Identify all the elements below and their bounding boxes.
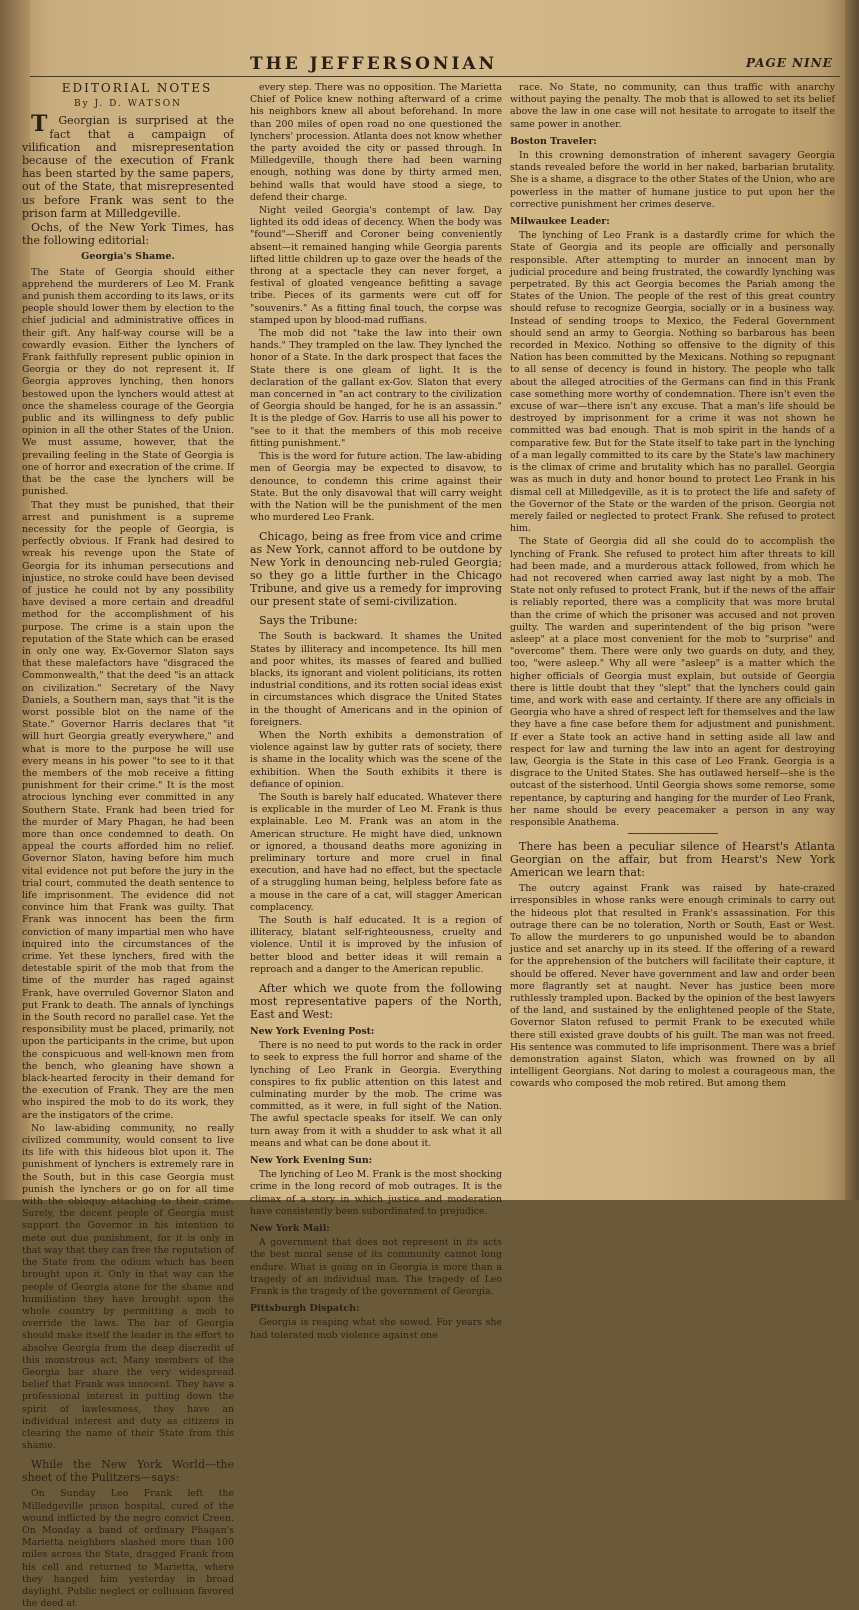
source-heading: New York Evening Post: (250, 1026, 375, 1037)
paragraph: That they must be punished, that their arrest and punishment is a supreme necessity for the people of Georgia, is perfectly obvious. If Frank had desired to wreak his revenge upon the State of Georgia for its inhuman persecutions and injustice, no stroke could have been devised of justice he could not by any possibility have devised a more certain and dreadful method for the accomplishment of his purpose. The crime is a stain upon the reputation of the State which can be erased in only one way. Ex-Governor Slaton says that these malefactors have "disgraced the Commonwealth," that the deed "is an attack on civilization." Secretary of the Navy Daniels, a Southern man, says that "it is the worst possible blot on the name of the State." Governor Harris declares that "it will hurt Georgia greatly everywhere," and what is more to the purpose he will use every means in his power "to see to it that the members of the mob receive a fitting punishment for their crime." It is the most atrocious lynching ever committed in any Southern State. Frank had been tried for the murder of Mary Phagan, he had been more than once condemned to death. On appeal the courts afforded him no relief. Governor Slaton, having before him much vital evidence not put before the jury in the trial court, commuted the death sentence to life imprisonment. The evidence did not convince him that Frank was guilty. That Frank was innocent has been the firm conviction of many impartial men who have inquired into the circumstances of the crime. Yet these lynchers, fired with the detestable spirit of the mob that from the time of the murder has raged against Frank, have overruled Governor Slaton and put Frank to death. The annals of lynchings in the South record no parallel case. Yet the responsibility must be placed, primarily, not upon the participants in the crime, but upon the conspicuous and well-known men from the bench, who gleaning have shown a black-hearted ferocity in their demand for the execution of Frank. They are the men who inspired the mob to do its work, they are the instigators of the crime. (22, 499, 234, 1121)
paragraph: The South is barely half educated. Whatever there is explicable in the murder of Leo M. Frank is thus explainable. Leo M. Frank was an atom in the American structure. He might have died, unknown or ignored, a thousand deaths more agonizing in preliminary torture and more cruel in final execution, and have had no effect, but the spectacle of a struggling human being, helpless before fate as a mouse in the care of a cat, will stagger American complacency. (250, 791, 502, 913)
paragraph: The outcry against Frank was raised by hate-crazed irresponsibles in whose ranks were enough criminals to carry out the hideous plot that resulted in Frank's assassination. For this outrage there can be no toleration, North or South, East or West. To allow the murderers to go unpunished would be to abandon justice and set anarchy up in its steed. If the offering of a reward for the apprehension of the butchers will facilitate their capture, it should be offered. Never have government and law and order been more flagrantly set at naught. Never has justice been more ruthlessly trampled upon. Backed by the opinion of the best lawyers of the land, and sustained by the enlightened people of the State, Governor Slaton refused to permit Frank to be executed while there still existed grave doubts of his guilt. The man was not freed. His sentence was commuted to life imprisonment. There was a brief demonstration against Slaton, which was frowned on by all intelligent Georgians. Not daring to molest a courageous man, the cowards who composed the mob retired. But among them (510, 883, 835, 1090)
paragraph: Night veiled Georgia's contempt of law. Day lighted its odd ideas of decency. When the body was "found"—Sheriff and Coroner being conveniently absent—it remained hanging while Georgia parents lifted little children up to gaze over the heads of the throng at a spectacle they can never forget, a festival of gloated vengeance befitting a savage tribe. Pieces of its garments were cut off for "souvenirs." As a fitting final touch, the corpse was stamped upon by blood-mad ruffians. (250, 205, 502, 326)
header-rule (30, 76, 840, 77)
paragraph: The mob did not "take the law into their own hands." They trampled on the law. They lynched the honor of a State. In the dark prospect that faces the State there is one gleam of light. It is the declaration of the gallant ex-Gov. Slaton that every man concerned in "an act contrary to the civilization of Georgia should be hanged, for he is an assassin." It is the pledge of Gov. Harris to use all his power to "see to it that the members of this mob receive fitting punishment." (250, 328, 502, 449)
paragraph: The lynching of Leo M. Frank is the most shocking crime in the long record of mob outrages. It is the climax of a story in which justice and moderation have consistently been subordinated to prejudice. (250, 1169, 502, 1217)
column-3 (510, 82, 835, 1182)
paragraph: In this crowning demonstration of inherent savagery Georgia stands revealed before the world in her naked, barbarian brutality. She is a shame, a disgrace to the other States of the Union, who are powerless in the matter of humane justice to put upon her the corrective punishment her crimes deserve. (510, 150, 835, 210)
paragraph: Ochs, of the New York Times, has the following editorial: (22, 221, 234, 248)
source-heading: Milwaukee Leader: (510, 216, 610, 228)
divider (628, 833, 718, 834)
paragraph: On Sunday Leo Frank left the Milledgeville prison hospital, cured of the wound inflicted by the negro convict Creen. On Monday a band of ordinary Phagan's Marietta neighbors slashed more than 100 miles across the State, dragged Frank from his cell and returned to Marietta, where they hanged him yesterday in broad daylight. Public neglect or collusion favored the deed at (22, 1488, 234, 1610)
paragraph: After which we quote from the following most representative papers of the North, East and West: (250, 982, 502, 1021)
paragraph: This is the word for future action. The law-abiding men of Georgia may be expected to disavow, to denounce, to condemn this crime against their State. But the only disavowal that will carry weight with the Nation will be the punishment of the men who murdered Leo Frank. (250, 451, 502, 524)
paragraph: Chicago, being as free from vice and crime as New York, cannot afford to be outdone by New York in denouncing neb-ruled Georgia; so they go a little further in the Chicago Tribune, and give us a remedy for improving our present state of semi-civilization. (250, 530, 502, 609)
paragraph: race. No State, no community, can thus traffic with anarchy without paying the penalty. The mob that is allowed to set its belief above the law in one case will not hesitate to arrogate to itself the same power in another. (510, 82, 835, 130)
source-heading: New York Evening Sun: (250, 1155, 373, 1167)
paragraph: Georgia is reaping what she sowed. For years she had tolerated mob violence against one (250, 1317, 502, 1341)
paragraph: Says the Tribune: (259, 614, 358, 628)
binding-edge (845, 0, 859, 1200)
source-heading: Boston Traveler: (510, 135, 597, 147)
paragraph: The State of Georgia did all she could do to accomplish the lynching of Frank. She refused to protect him after threats to kill had been made, and a murderous attack followed, from which he had not recovered when carried away last night by a mob. The State not only refused to protect Frank, but if the news of the affair is reliably reported, there was a complicity that was more brutal than the crime of which the prisoner was accused and not proven guilty. The warden and superintendent of the big prison "were asleep" at a place most convenient for the mob to "surprise" and "overcome" them. There were only two guards on duty, and they, too, "were asleep." Why all were "asleep" is a matter which the higher officials of Georgia must explain, but outside of Georgia there is little doubt that they "slept" that the lynchers could gain time, and work with ease and certainty. If there are any officials in Georgia who have a shred of respect left for themselves and the law they have a fine case before them for adjustment and punishment. If ever a State took an active hand in setting aside all law and respect for law and turning the law into an agent for destroying law, Georgia is the State in this case of Leo Frank. Georgia is a disgrace to the United States. She has outlawed herself—she is the outcast of the sisterhood. Until Georgia shows some remorse, some repentance, by capturing and hanging for the murder of Leo Frank, her name should be every peacemaker a person in any way responsible Anathema. (510, 536, 835, 828)
paragraph: The State of Georgia should either apprehend the murderers of Leo M. Frank and punish them according to its laws, or its people should lower them by election to the chief judicial and administrative offices in their gift. Any half-way course will be a cowardly evasion. Either the lynchers of Frank faithfully represent public opinion in Georgia or they do not represent it. If Georgia approves lynching, then honors bestowed upon the lynchers would attest at once the shameless courage of the Georgia public and its willingness to defy public opinion in all the other States of the Union. We must assume, however, that the prevailing feeling in the State of Georgia is one of horror and execration of the crime. If that be the case the lynchers will be punished. (22, 266, 234, 498)
masthead (0, 48, 845, 78)
paragraph: No law-abiding community, no really civilized community, would consent to live its life with this hideous blot upon it. The punishment of lynchers is extremely rare in the South, but in this case Georgia must punish the lynchers or go on for all time with the obloquy attaching to their crime. Surely, the decent people of Georgia must support the Governor in his intention to mete out due punishment, for it is only in that way that they can free the reputation of the State from the odium which has been brought upon it. Only in that way can the people of Georgia atone for the shame and humiliation they have brought upon the whole country by permitting a mob to override the laws. The bar of Georgia should make itself the leader in the effort to absolve Georgia from the deep discredit of this monstrous act. Many members of the Georgia bar share the very widespread belief that Frank was innocent. They have a professional interest in putting down the spirit of lawlessness, they have an individual interest and duty as citizens in clearing the name of their State from this shame. (22, 1122, 234, 1452)
source-heading: Pittsburgh Dispatch: (250, 1303, 360, 1315)
paragraph: The South is half educated. It is a region of illiteracy, blatant self-righteousness, cruelty and violence. Until it is improved by the infusion of better blood and better ideas it will remain a reproach and a danger to the American republic. (250, 914, 502, 975)
byline: By J. D. WATSON (73, 99, 183, 110)
paragraph: A government that does not represent in its acts the best moral sense of its community cannot long endure. What is going on in Georgia is more than a tragedy of an individual man. The tragedy of Leo Frank is the tragedy of the government of Georgia. (250, 1237, 502, 1298)
lead-text: Georgian is surprised at the fact that a campaign of vilification and misrepresentation because of the execution of Frank has been started by the same papers, out of the State, that misrepresented us before Frank was sent to the prison farm at Milledgeville. (22, 114, 234, 220)
column-2 (250, 82, 502, 1341)
paragraph: There is no need to put words to the rack in order to seek to express the full horror and shame of the lynching of Leo Frank in Georgia. Everything conspires to fix public attention on this latest and culminating murder by the mob. The crime was committed, as it were, in full sight of the Nation. The awful spectacle speaks for itself. We can only turn away from it with a shudder to ask what it all means and what can be done about it. (250, 1040, 502, 1149)
paragraph: The South is backward. It shames the United States by illiteracy and incompetence. Its hill men and poor whites, its masses of feared and bullied blacks, its ignorant and violent politicians, its rotten industrial conditions, and its rotten social ideas exist in circumstances which disgrace the United States in the thought of Americans and in the opinion of foreigners. (250, 631, 502, 728)
source-heading: New York Mail: (250, 1223, 330, 1235)
masthead-title: THE JEFFERSONIAN (250, 54, 498, 74)
drop-cap: T (31, 111, 48, 138)
paragraph: every step. There was no opposition. The Marietta Chief of Police knew nothing afterward of a crime his neighbors knew all about beforehand. In more than 200 miles of open road no one questioned the lynchers' procession. Atlanta does not know whether the party avoided the city or passed through. In Milledgeville, though there had been warning enough, nothing was done by thirty armed men, behind walls that would have stood a siege, to defend their charge. (250, 82, 502, 203)
column-1 (22, 81, 234, 1610)
paragraph: There has been a peculiar silence of Hearst's Atlanta Georgian on the affair, but from Hearst's New York American we learn that: (510, 840, 835, 880)
subheading: Georgia's Shame. (81, 251, 175, 263)
paragraph: While the New York World—the sheet of the Pulitzers—says: (22, 1458, 234, 1485)
paragraph: The lynching of Leo Frank is a dastardly crime for which the State of Georgia and its people are officially and personally responsible. After attempting to murder an innocent man by judicial procedure and being frustrated, the cowardly lynching was perpetrated. By this act Georgia becomes the Pariah among the States of the Union. The people of the rest of this great country should refuse to recognize Georgia, socially or in a business way. Instead of sending troops to Mexico, the Federal Government should send an army to Georgia. Nothing so barbarous has been recorded in Mexico. Nothing so offensive to the dignity of this Nation has been committed by the Mexicans. Nothing so repugnant to all sense of decency is found in history. The people who talk about the alleged atrocities of the Germans can find in this Frank case something more worthy of condemnation. There isn't even the excuse of war—there isn't any excuse. That a man's life should be destroyed by imprisonment for a crime it was not shown he committed was bad enough. That is mob spirit in the hands of a comparative few. But for the State itself to take part in the lynching of a man legally committed to its care by the State's law machinery is the climax of crime and brutality which has no parallel. Georgia was as much in duty and honor bound to protect Leo Frank in his dismal cell at Milledgeville, as it is to protect the life and safety of the Governor of the State or the warden of the prison. Georgia not merely failed or neglected to protect Frank. She refused to protect him. (510, 230, 835, 535)
paragraph: When the North exhibits a demonstration of violence against law by gutter rats of society, there is shame in the locality which was the scene of the exhibition. When the South exhibits it there is defiance of opinion. (250, 729, 502, 790)
page-number: PAGE NINE (746, 56, 833, 70)
lead-paragraph (22, 111, 234, 220)
editorial-heading: EDITORIAL NOTES (61, 81, 213, 95)
